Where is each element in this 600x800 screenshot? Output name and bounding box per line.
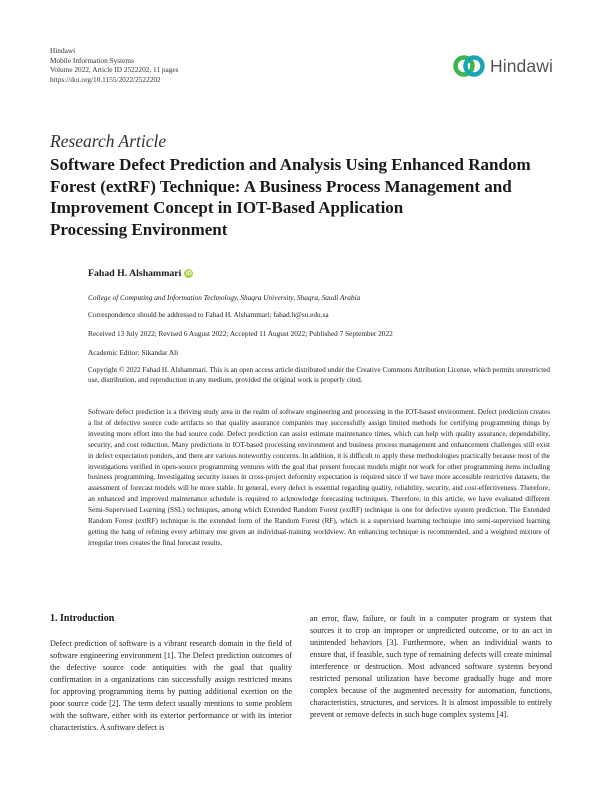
author-name: Fahad H. Alshammari bbox=[88, 268, 182, 279]
title-line: Forest (extRF) Technique: A Business Process Management and bbox=[50, 176, 512, 196]
copyright-notice: Copyright © 2022 Fahad H. Alshammari. This is an open access article distributed under the Creative Commons Attribution License, which permits unrestricted use, distribution, and reproduction in any medium, provided the original work is properly cited. bbox=[88, 366, 550, 384]
title-line: Processing Environment bbox=[50, 219, 228, 239]
journal-name: Mobile Information Systems bbox=[50, 55, 134, 65]
doi-link[interactable]: https://doi.org/10.1155/2022/2522202 bbox=[50, 74, 161, 84]
volume-info: Volume 2022, Article ID 2522202, 11 pages bbox=[50, 65, 179, 75]
article-type: Research Article bbox=[50, 131, 167, 151]
orcid-icon[interactable]: iD bbox=[185, 270, 192, 277]
publication-dates: Received 13 July 2022; Revised 6 August 2022; Accepted 11 August 2022; Published 7 September 2022 bbox=[88, 329, 393, 338]
paper-title bbox=[50, 154, 570, 240]
title-line: Software Defect Prediction and Analysis Using Enhanced Random bbox=[50, 155, 531, 174]
affiliation: College of Computing and Information Technology, Shaqra University, Shaqra, Saudi Arabia bbox=[88, 293, 361, 302]
section-heading: 1. Introduction bbox=[50, 613, 115, 624]
intro-right-column: an error, flaw, failure, or fault in a computer program or system that sources it to crop an improper or unpredicted outcome, or to an act in unintended behaviors [3]. Furthermore, when an individual wants to ensure that, if feasible, such type of remaining defects will create minimal interference or destruction. Most advanced software systems beyond restricted personal utilization have become gradually huge and more complex because of the augmented necessity for automation, functions, characteristics, structures, and services. It is almost impossible to entirely prevent or remove defects in such huge complex systems [4]. bbox=[310, 614, 552, 719]
hindawi-logo-icon bbox=[453, 54, 485, 78]
author bbox=[88, 268, 193, 279]
hindawi-logo bbox=[453, 46, 553, 86]
publisher-name: Hindawi bbox=[50, 46, 76, 55]
intro-left-column: Defect prediction of software is a vibrant research domain in the field of software engineering environment [1]. The Defect prediction outcomes of the defective source code antiquities with the goal that quality confirmation in a organizations can successfully assign restricted means for approving programming items by putting additional exertion on the poor source code [2]. The term defect usually mentions to some problem with the software, either with its exterior performance or with its interior characteristics. A software defect is bbox=[50, 639, 292, 732]
journal-meta bbox=[50, 46, 179, 84]
abstract: Software defect prediction is a thriving study area in the realm of software engineering and processing in the IOT-based environment. Defect prediction creates a list of defective source code artifacts so that quality assurance companies may successfully assign limited methods for certifying programming things by investing more effort into the bad source code. Defect prediction can assist estimate maintenance times, which can help with quality assurance, dependability, security, and cost reduction. Many predictions in IOT-based processing environment and business process management and enhancement challenges still exist in defect expectation ponders, and there are various noteworthy concerns. In addition, it is difficult to apply these methodologies practically because most of the investigations verified in open-source programming ventures with the goal that present forecast models might not work for other programming items including business programming. Investigating security issues in cross-project deformity expectation is required since if we have more accessible restrictive datasets, the assessment of forecast models will be more stable. In general, every defect is essential regarding quality, reliability, security, and cost-effectiveness. Therefore, an enhanced and improved maintenance schedule is required to acknowledge forecasting techniques. Therefore, in this article, we have evaluated different Semi-Supervised Learning (SSL) techniques, among which Extended Random Forest (extRF) technique is one for defective system prediction. The Extended Random Forest (extRF) technique is the extended form of the Random Forest (RF), which is a supervised learning technique into semi-supervised learning getting the hang of refining every arbitrary tree given an individual-training worldview. An enhancing technique is recommended, and a weighted mixture of irregular trees creates the final forecast results. bbox=[88, 408, 550, 547]
logo-text: Hindawi bbox=[490, 55, 553, 76]
academic-editor: Academic Editor: Sikandar Ali bbox=[88, 348, 179, 357]
title-line: Improvement Concept in IOT-Based Application bbox=[50, 198, 404, 217]
correspondence: Correspondence should be addressed to Fahad H. Alshammari; fahad.h@su.edu.sa bbox=[88, 310, 329, 319]
